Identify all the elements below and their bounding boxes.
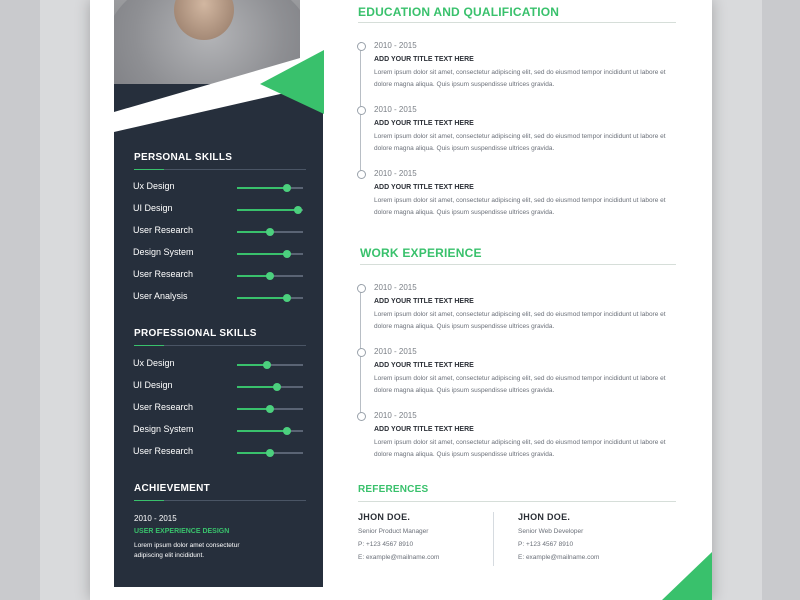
entry-years: 2010 - 2015 <box>374 411 417 420</box>
background-left-margin <box>0 0 40 600</box>
education-rule <box>358 22 676 23</box>
skill-level-knob <box>266 228 274 236</box>
skill-level-knob <box>266 272 274 280</box>
achievement-role: USER EXPERIENCE DESIGN <box>134 528 230 535</box>
skill-level-fill <box>237 253 287 255</box>
skill-level-fill <box>237 386 277 388</box>
skill-row <box>133 291 305 305</box>
personal-skills-rule <box>134 169 306 170</box>
reference-card <box>358 512 498 561</box>
skill-label: Design System <box>133 424 194 434</box>
sidebar <box>114 84 323 587</box>
skill-row <box>133 181 305 195</box>
skill-level-knob <box>266 449 274 457</box>
entry-title: ADD YOUR TITLE TEXT HERE <box>374 362 474 369</box>
entry-years: 2010 - 2015 <box>374 105 417 114</box>
skill-level-knob <box>263 361 271 369</box>
work-title: WORK EXPERIENCE <box>360 246 482 260</box>
reference-name: JHON DOE. <box>518 512 571 522</box>
achievement-years: 2010 - 2015 <box>134 514 177 523</box>
skill-level-slider <box>237 253 303 255</box>
entry-years: 2010 - 2015 <box>374 169 417 178</box>
skill-level-fill <box>237 187 287 189</box>
work-entry <box>374 283 674 333</box>
work-entry <box>374 347 674 397</box>
work-entry <box>374 411 674 461</box>
entry-text: Lorem ipsum dolor sit amet, consectetur adipiscing elit, sed do eiusmod tempor incididunt ut labore et dolore magna aliqua. Quis ipsum suspendisse ultrices gravida. <box>374 133 666 152</box>
green-accent-triangle <box>260 50 324 114</box>
skill-level-knob <box>294 206 302 214</box>
personal-skills-title: PERSONAL SKILLS <box>134 152 233 163</box>
timeline-dot <box>357 106 366 115</box>
entry-text: Lorem ipsum dolor sit amet, consectetur adipiscing elit, sed do eiusmod tempor incididunt ut labore et dolore magna aliqua. Quis ipsum suspendisse ultrices gravida. <box>374 197 666 216</box>
skill-label: User Research <box>133 446 194 456</box>
skill-level-knob <box>283 427 291 435</box>
skill-level-slider <box>237 297 303 299</box>
entry-years: 2010 - 2015 <box>374 283 417 292</box>
skill-label: Ux Design <box>133 358 175 368</box>
timeline-dot <box>357 284 366 293</box>
entry-text: Lorem ipsum dolor sit amet, consectetur adipiscing elit, sed do eiusmod tempor incididunt ut labore et dolore magna aliqua. Quis ipsum suspendisse ultrices gravida. <box>374 375 666 394</box>
skill-level-fill <box>237 430 287 432</box>
entry-title: ADD YOUR TITLE TEXT HERE <box>374 120 474 127</box>
professional-skills-title: PROFESSIONAL SKILLS <box>134 328 257 339</box>
achievement-title: ACHIEVEMENT <box>134 483 211 494</box>
skill-label: User Analysis <box>133 291 188 301</box>
education-entry <box>374 105 674 155</box>
reference-phone: P: +123 4567 8910 <box>518 541 574 548</box>
entry-text: Lorem ipsum dolor sit amet, consectetur adipiscing elit, sed do eiusmod tempor incididunt ut labore et dolore magna aliqua. Quis ipsum suspendisse ultrices gravida. <box>374 311 666 330</box>
timeline-dot <box>357 348 366 357</box>
skill-level-fill <box>237 297 287 299</box>
reference-divider <box>493 512 494 566</box>
timeline-dot <box>357 170 366 179</box>
skill-row <box>133 424 305 438</box>
achievement-text: Lorem ipsum dolor amet consectetur adipiscing elit incididunt. <box>134 542 240 559</box>
skill-level-slider <box>237 209 303 211</box>
entry-years: 2010 - 2015 <box>374 41 417 50</box>
background-right-margin <box>762 0 800 600</box>
entry-title: ADD YOUR TITLE TEXT HERE <box>374 56 474 63</box>
entry-text: Lorem ipsum dolor sit amet, consectetur adipiscing elit, sed do eiusmod tempor incididunt ut labore et dolore magna aliqua. Quis ipsum suspendisse ultrices gravida. <box>374 439 666 458</box>
skill-level-slider <box>237 275 303 277</box>
skill-level-slider <box>237 187 303 189</box>
achievement-rule <box>134 500 306 501</box>
skill-level-knob <box>283 294 291 302</box>
skill-level-knob <box>283 250 291 258</box>
entry-title: ADD YOUR TITLE TEXT HERE <box>374 426 474 433</box>
skill-row <box>133 358 305 372</box>
reference-name: JHON DOE. <box>358 512 411 522</box>
entry-title: ADD YOUR TITLE TEXT HERE <box>374 184 474 191</box>
reference-email: E: example@mailname.com <box>358 554 440 561</box>
skill-level-slider <box>237 364 303 366</box>
timeline-dot <box>357 42 366 51</box>
work-rule <box>360 264 676 265</box>
skill-row <box>133 203 305 217</box>
skill-row <box>133 269 305 283</box>
reference-phone: P: +123 4567 8910 <box>358 541 414 548</box>
skill-label: Design System <box>133 247 194 257</box>
references-title: REFERENCES <box>358 484 429 495</box>
education-title: EDUCATION AND QUALIFICATION <box>358 5 560 19</box>
skill-label: UI Design <box>133 380 173 390</box>
entry-title: ADD YOUR TITLE TEXT HERE <box>374 298 474 305</box>
education-entry <box>374 41 674 91</box>
skill-level-fill <box>237 209 298 211</box>
reference-position: Senior Product Manager <box>358 528 429 535</box>
skill-level-slider <box>237 430 303 432</box>
skill-level-slider <box>237 452 303 454</box>
reference-position: Senior Web Developer <box>518 528 584 535</box>
skill-row <box>133 225 305 239</box>
skill-row <box>133 446 305 460</box>
skill-level-knob <box>283 184 291 192</box>
skill-level-knob <box>266 405 274 413</box>
reference-card <box>518 512 658 561</box>
references-rule <box>358 501 676 502</box>
timeline-dot <box>357 412 366 421</box>
skill-level-knob <box>273 383 281 391</box>
entry-years: 2010 - 2015 <box>374 347 417 356</box>
corner-accent-triangle <box>662 552 712 600</box>
resume-page <box>90 0 712 600</box>
education-entry <box>374 169 674 219</box>
reference-email: E: example@mailname.com <box>518 554 600 561</box>
skill-label: User Research <box>133 269 194 279</box>
skill-level-slider <box>237 231 303 233</box>
skill-level-slider <box>237 408 303 410</box>
entry-text: Lorem ipsum dolor sit amet, consectetur adipiscing elit, sed do eiusmod tempor incididunt ut labore et dolore magna aliqua. Quis ipsum suspendisse ultrices gravida. <box>374 69 666 88</box>
skill-row <box>133 247 305 261</box>
professional-skills-rule <box>134 345 306 346</box>
skill-label: User Research <box>133 402 194 412</box>
skill-label: Ux Design <box>133 181 175 191</box>
skill-level-slider <box>237 386 303 388</box>
skill-row <box>133 380 305 394</box>
skill-row <box>133 402 305 416</box>
skill-label: User Research <box>133 225 194 235</box>
skill-label: UI Design <box>133 203 173 213</box>
photo-diagonal-band <box>90 0 350 140</box>
